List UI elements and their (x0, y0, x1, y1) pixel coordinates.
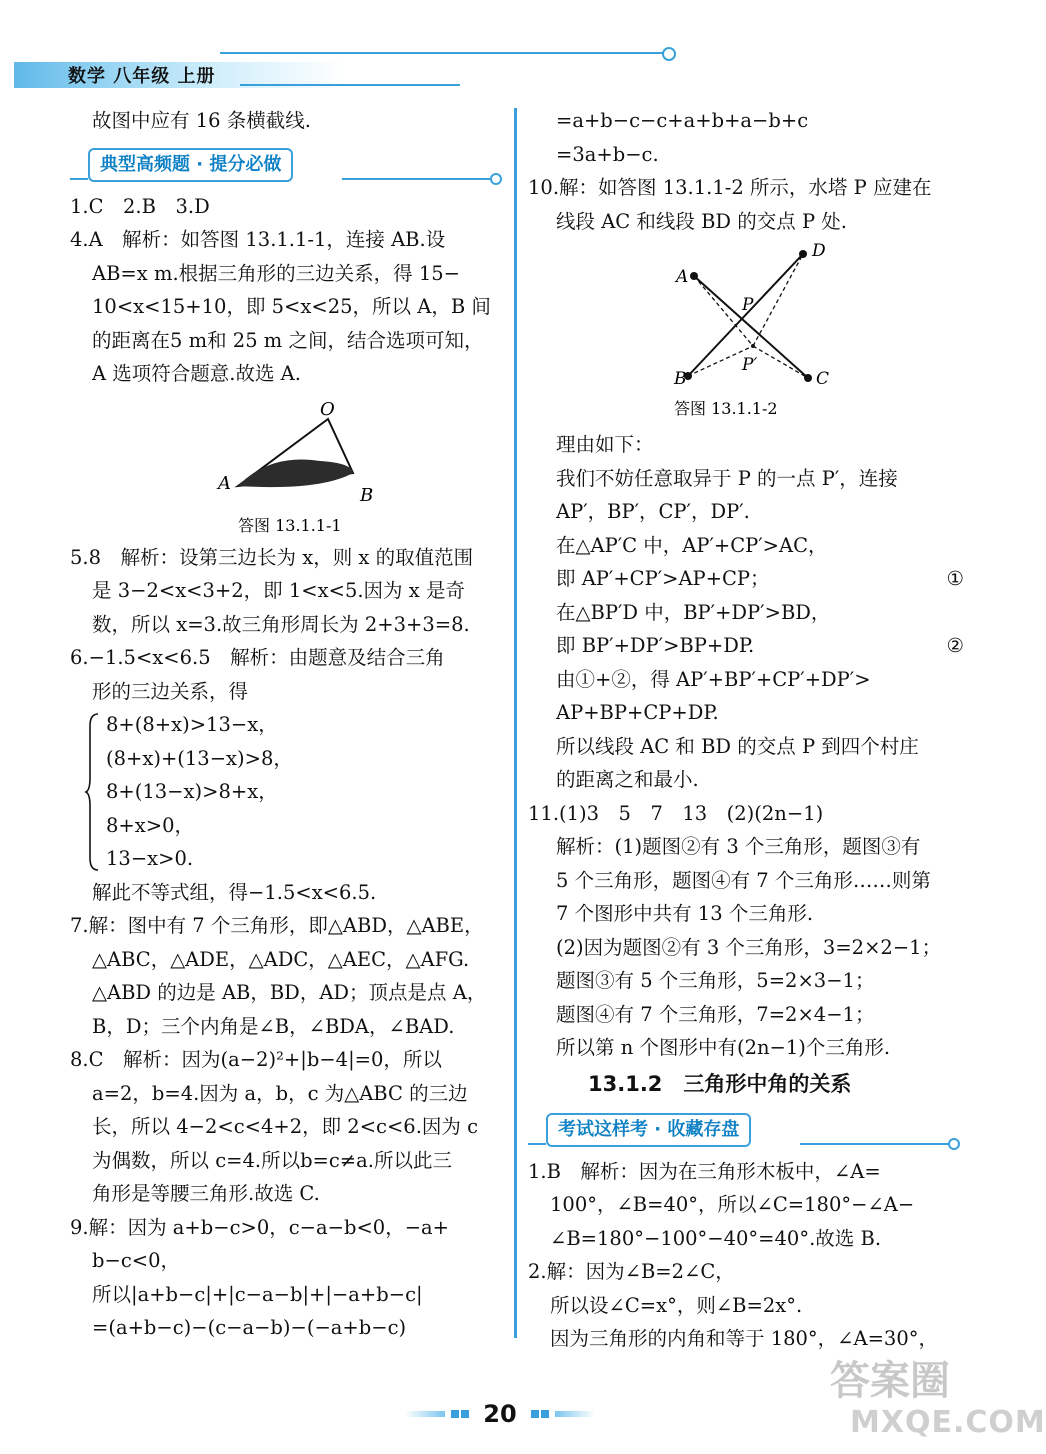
text-line: 题图③有 5 个三角形，5=2×3−1； (556, 969, 875, 992)
text-line: 角形是等腰三角形.故选 C. (92, 1182, 320, 1205)
text-line: 故图中应有 16 条横截线. (92, 109, 311, 132)
text-line: 我们不妨任意取异于 P 的一点 P′，连接 (556, 466, 898, 490)
equation-mark-2: ② (946, 634, 964, 657)
inequality: (8+x)+(13−x)>8， (106, 746, 293, 770)
point-label-b: B (674, 369, 687, 389)
text-line: 的距离在5 m和 25 m 之间，结合选项可知， (92, 328, 484, 352)
answer-line: 6.−1.5<x<6.5 解析：由题意及结合三角 (70, 646, 445, 669)
footer-ornament-right (555, 1411, 595, 1417)
triangle-diagram (70, 391, 506, 541)
equation-mark-1: ① (946, 567, 964, 590)
subsection-title: 13.1.2 三角形中角的关系 (588, 1071, 852, 1096)
footer-ornament-left (405, 1411, 445, 1417)
text-line: 解此不等式组，得−1.5<x<6.5. (92, 880, 377, 904)
text-line: 因为三角形的内角和等于 180°，∠A=30°， (550, 1327, 938, 1350)
inequality-system (92, 708, 506, 876)
page-header (0, 40, 1000, 110)
header-rule-lower (240, 84, 460, 86)
footer-square (531, 1410, 539, 1418)
inequality-text: 即 AP′+CP′>AP+CP； (556, 567, 770, 590)
inequality: 13−x>0. (106, 847, 194, 870)
text-line: 形的三边关系，得 (92, 679, 249, 703)
header-dot (662, 47, 676, 61)
text-line: =a+b−c−c+a+b+a−b+c (556, 109, 809, 132)
answer-line: 1.C 2.B 3.D (70, 194, 210, 218)
text-line: ∠B=180°−100°−40°=40°.故选 B. (550, 1226, 882, 1250)
figure-caption: 答图 13.1.1-2 (674, 399, 778, 418)
footer-square (541, 1410, 549, 1418)
text-line: a=2，b=4.因为 a，b，c 为△ABC 的三边 (92, 1081, 468, 1105)
text-line: 7 个图形中共有 13 个三角形. (556, 902, 814, 925)
figure-13-1-1-1 (70, 391, 506, 541)
point-label-o: O (320, 398, 335, 420)
inequality-text: 即 BP′+DP′>BP+DP. (556, 634, 755, 657)
text-line: 线段 AC 和线段 BD 的交点 P 处. (556, 209, 847, 233)
inequality: 8+(13−x)>8+x， (106, 780, 278, 803)
point-label-c: C (816, 369, 830, 389)
text-line: AP′，BP′，CP′，DP′. (556, 500, 750, 523)
text-line: =3a+b−c. (556, 142, 659, 166)
text-line: 的距离之和最小. (556, 768, 699, 791)
text-line: 解析：(1)题图②有 3 个三角形，题图③有 (556, 835, 921, 858)
text-line: 所以线段 AC 和 BD 的交点 P 到四个村庄 (556, 734, 919, 758)
inequality: 8+x>0， (106, 813, 194, 837)
point-label-d: D (812, 241, 826, 261)
text-line: (2)因为题图②有 3 个三角形，3=2×2−1； (556, 935, 942, 959)
book-title: 数学 八年级 上册 (68, 66, 216, 87)
footer-square (461, 1410, 469, 1418)
section-rule (528, 1143, 546, 1145)
left-brace (86, 712, 100, 872)
section-dot (490, 173, 502, 185)
answer-line: 10.解：如答图 13.1.1-2 所示，水塔 P 应建在 (528, 176, 932, 199)
answer-line: 1.B 解析：因为在三角形木板中，∠A= (528, 1159, 881, 1183)
text-line: 所以第 n 个图形中有(2n−1)个三角形. (556, 1036, 891, 1059)
quadrilateral-diagram (528, 238, 964, 428)
text-line: =(a+b−c)−(c−a−b)−(−a+b−c) (92, 1316, 407, 1339)
section-rule (342, 178, 492, 180)
text-line: b−c<0， (92, 1249, 180, 1272)
section-rule (800, 1143, 950, 1145)
answer-line: 4.A 解析：如答图 13.1.1-1，连接 AB.设 (70, 228, 446, 251)
right-column (528, 104, 964, 1356)
text-line: B，D；三个内角是∠B，∠BDA，∠BAD. (92, 1014, 455, 1038)
point-label-b: B (360, 484, 374, 506)
section-heading (70, 144, 506, 188)
page-number: 20 (483, 1400, 517, 1428)
text-line: △ABC，△ADE，△ADC，△AEC，△AFG. (92, 947, 470, 971)
answer-line: 7.解：图中有 7 个三角形，即△ABD，△ABE， (70, 914, 484, 937)
watermark-logo: 答案圈 (830, 1358, 950, 1404)
text-line: A 选项符合题意.故选 A. (92, 362, 301, 385)
text-line (528, 629, 964, 663)
text-line: 题图④有 7 个三角形，7=2×4−1； (556, 1002, 875, 1026)
text-line: 由①+②，得 AP′+BP′+CP′+DP′> (556, 667, 871, 691)
inequality: 8+(8+x)>13−x， (106, 713, 278, 736)
answer-line: 8.C 解析：因为(a−2)²+|b−4|=0，所以 (70, 1048, 442, 1071)
text-line (528, 562, 964, 596)
footer-square (451, 1410, 459, 1418)
text-line: 数，所以 x=3.故三角形周长为 2+3+3=8. (92, 612, 470, 636)
section-rule (70, 178, 88, 180)
answer-line: 5.8 解析：设第三边长为 x，则 x 的取值范围 (70, 545, 474, 569)
text-line: 为偶数，所以 c=4.所以b=c≠a.所以此三 (92, 1148, 452, 1172)
point-label-a: A (218, 472, 231, 494)
text-line: 5 个三角形，题图④有 7 个三角形……则第 (556, 868, 931, 892)
text-line: AP+BP+CP+DP. (556, 701, 719, 724)
figure-13-1-1-2 (528, 238, 964, 428)
section-dot (948, 1138, 960, 1150)
text-line: 是 3−2<x<3+2，即 1<x<5.因为 x 是奇 (92, 579, 465, 602)
section-heading (528, 1109, 964, 1153)
text-line: 所以|a+b−c|+|c−a−b|+|−a+b−c| (92, 1282, 423, 1306)
figure-caption: 答图 13.1.1-1 (238, 515, 342, 535)
text-line: AB=x m.根据三角形的三边关系，得 15− (92, 261, 460, 285)
column-divider (514, 108, 517, 1338)
point-label-a: A (676, 267, 689, 287)
text-line: 100°，∠B=40°，所以∠C=180°−∠A− (550, 1193, 915, 1216)
answer-line: 2.解：因为∠B=2∠C， (528, 1260, 735, 1283)
point-label-p-prime: P′ (742, 355, 758, 375)
text-line: 10<x<15+10，即 5<x<25，所以 A，B 间 (92, 295, 491, 318)
answer-line: 9.解：因为 a+b−c>0，c−a−b<0，−a+ (70, 1215, 450, 1239)
text-line: 长，所以 4−2<c<4+2，即 2<c<6.因为 c (92, 1115, 479, 1138)
left-column (70, 104, 506, 1345)
header-rule (220, 52, 664, 54)
text-line: 在△BP′D 中，BP′+DP′>BD， (556, 600, 831, 624)
text-line: △ABD 的边是 AB，BD，AD；顶点是点 A， (92, 981, 487, 1004)
text-line: 所以设∠C=x°，则∠B=2x°. (550, 1293, 803, 1317)
point-label-p: P (742, 295, 754, 315)
answer-line: 11.(1)3 5 7 13 (2)(2n−1) (528, 801, 824, 825)
text-line: 在△AP′C 中，AP′+CP′>AC， (556, 533, 828, 557)
watermark-url: MXQE.COM (850, 1405, 1046, 1440)
section-title: 考试这样考 · 收藏存盘 (546, 1113, 751, 1147)
text-line: 理由如下： (556, 433, 654, 456)
section-title: 典型高频题 · 提分必做 (88, 148, 293, 182)
